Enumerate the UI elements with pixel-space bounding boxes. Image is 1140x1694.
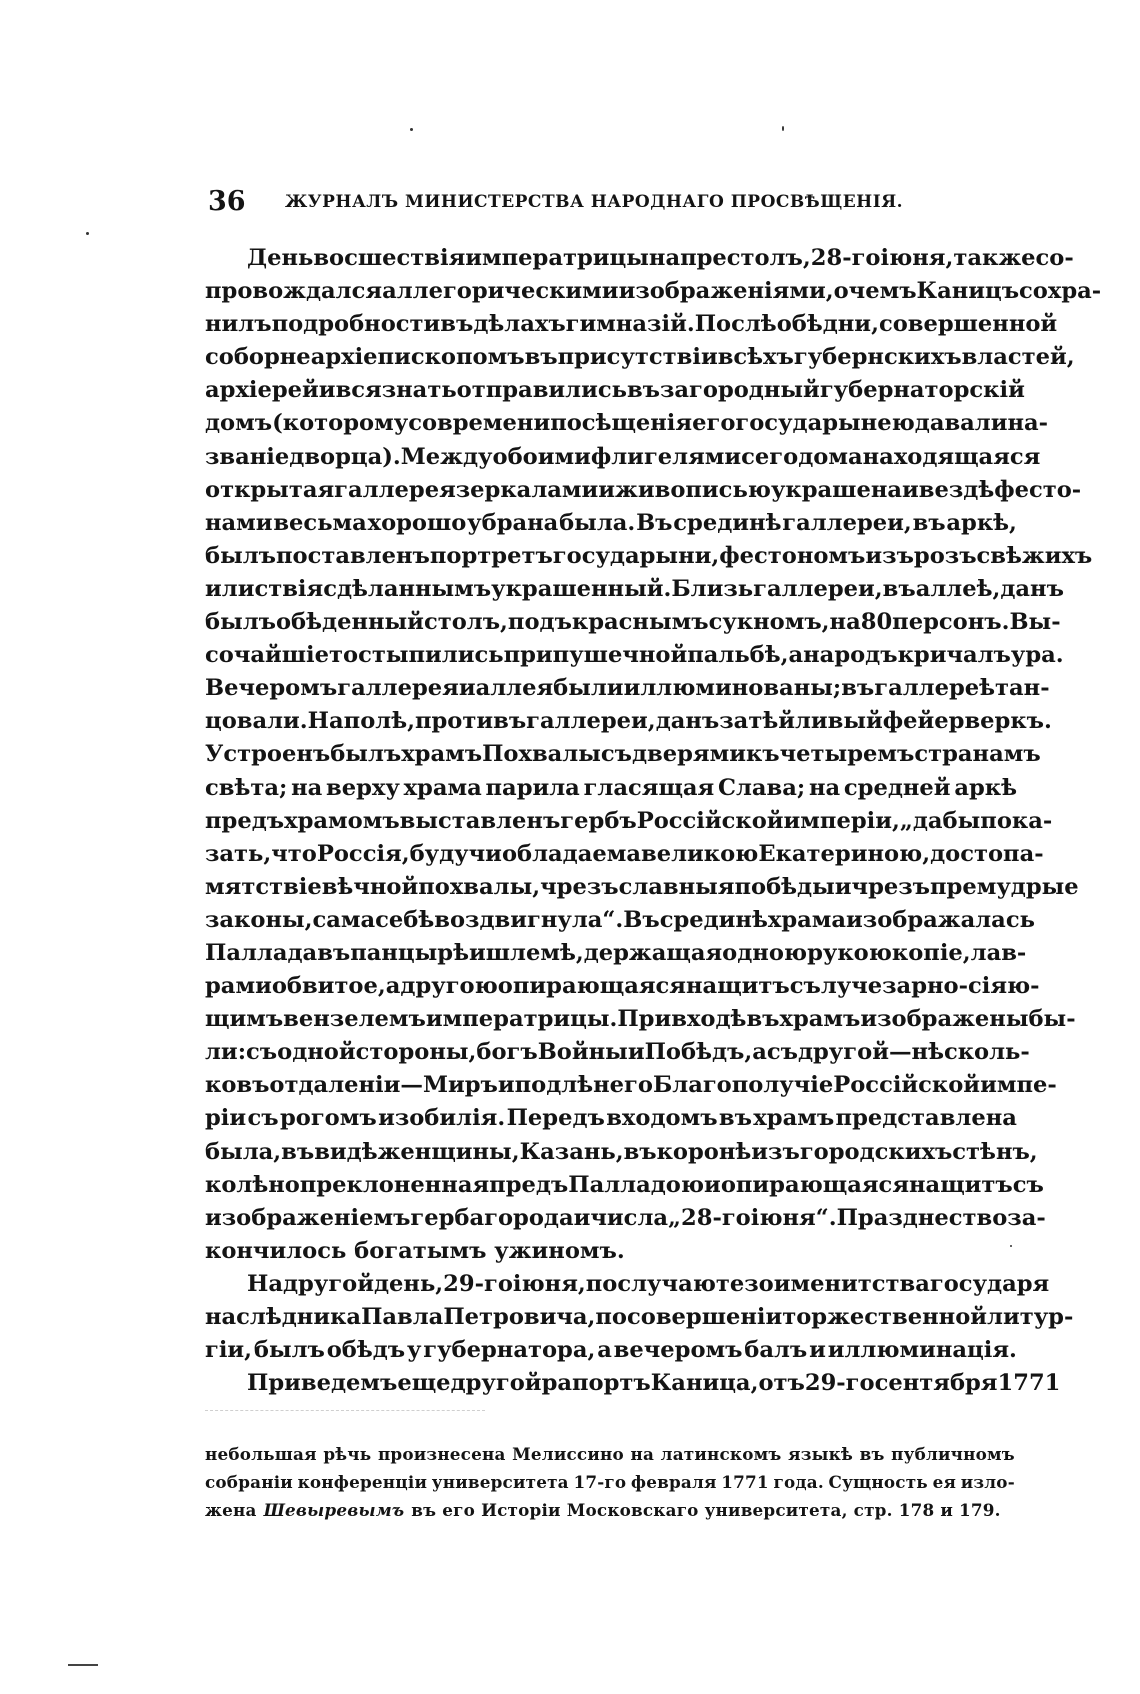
- footnote-line: небольшая рѣчь произнесена Мелиссино на латинскомъ языкѣ въ публичномъ: [205, 1444, 1015, 1464]
- footnote-line: [205, 1496, 1015, 1524]
- footnote: [205, 1440, 1015, 1524]
- body-line: На другой день, 29-го іюня, по случаю тезоименитства государя: [247, 1270, 1050, 1297]
- body-line: День восшествія императрицы на престолъ, 28-го іюня, также со-: [247, 245, 1074, 271]
- body-line: колѣнопреклоненная предъ Палладою и опирающаяся на щитъ съ: [205, 1171, 1044, 1198]
- running-header: ЖУРНАЛЪ МИНИСТЕРСТВА НАРОДНАГО ПРОСВѢЩЕНІЯ.: [285, 192, 904, 212]
- body-line: мятствіе вѣчной похвалы, чрезъ славныя побѣды и чрезъ премудрые: [205, 873, 1079, 900]
- body-line: Паллада въ панцырѣ и шлемѣ, держащая одною рукою копіе, лав-: [205, 939, 1027, 966]
- body-line: ли: съ одной стороны, богъ Войны и Побѣдъ, а съ другой—нѣсколь-: [205, 1039, 1030, 1066]
- margin-mark: [68, 1664, 98, 1666]
- body-line: свѣта; на верху храма парила гласящая Слава; на средней аркѣ: [205, 774, 1017, 801]
- body-line: ко въ отдаленіи—Миръ и подлѣ него Благополучіе Россійской импе-: [205, 1072, 1057, 1099]
- body-line: нилъ подробности въ дѣлахъ гимназій. Послѣ обѣдни, совершенной: [205, 311, 1058, 338]
- body-line: нами весьма хорошо убрана была. Въ срединѣ галлереи, въ аркѣ,: [205, 509, 1017, 536]
- body-line: Вечеромъ галлерея и аллея были иллюминованы; въ галлереѣ тан-: [205, 675, 1050, 702]
- body-line: архіерей и вся знать отправились въ загородный губернаторскій: [205, 377, 1025, 404]
- body-line: Приведемъ еще другой рапортъ Каница, отъ 29-го сентября 1771: [247, 1370, 1061, 1397]
- stray-mark: [410, 128, 413, 131]
- body-line: изображеніемъ герба города и числа „28-го іюня“. Празднество за-: [205, 1204, 1046, 1231]
- body-line: званіе дворца). Между обоими флигелями сего дома находящаяся: [205, 443, 1041, 470]
- body-line: былъ обѣденный столъ, подъ краснымъ сукномъ, на 80 персонъ. Вы-: [205, 609, 1061, 636]
- body-line: сочайшіе тосты пились при пушечной пальбѣ, а народъ кричалъ ура.: [205, 642, 1064, 669]
- body-line: соборне архіепископомъ въ присутствіи всѣхъ губернскихъ властей,: [205, 344, 1075, 371]
- body-line: домъ (которому со времени посѣщенія его государынею давали на-: [205, 410, 1049, 437]
- body-line: законы, сама себѣ воздвигнула“. Въ срединѣ храма изображалась: [205, 906, 1035, 933]
- stray-mark: [86, 232, 89, 235]
- stray-mark: [782, 126, 784, 131]
- body-line: щимъ вензелемъ императрицы. При входѣ въ храмъ изображены бы-: [205, 1006, 1076, 1033]
- body-line: открытая галлерея зеркалами и живописью украшена и вездѣ фесто-: [205, 476, 1082, 503]
- body-line: наслѣдника Павла Петровича, по совершеніи торжественной литур-: [205, 1304, 1074, 1330]
- footnote-separator: [205, 1410, 485, 1411]
- body-text: [205, 242, 1102, 1400]
- footnote-line: собраніи конференціи университета 17-го февраля 1771 года. Сущность ея изло-: [205, 1472, 1015, 1492]
- body-line: цовали. На полѣ, противъ галлереи, данъ затѣйливый фейерверкъ.: [205, 708, 1052, 735]
- body-line: былъ поставленъ портретъ государыни, фестономъ изъ розъ свѣжихъ: [205, 542, 1093, 569]
- body-line: зать, что Россія, будучи обладаема великою Екатериною, достопа-: [205, 840, 1044, 867]
- body-line: рами обвитое, а другою опирающаяся на щитъ съ лучезарно-сіяю-: [205, 973, 1040, 1000]
- footnote-text: жена: [205, 1500, 257, 1520]
- page-number: 36: [208, 186, 246, 217]
- body-line: гіи, былъ обѣдъ у губернатора, а вечеромъ балъ и иллюминація.: [205, 1337, 1017, 1364]
- footnote-text: въ его Исторіи Московскаго университета, стр. 178 и 179.: [411, 1500, 1001, 1520]
- body-line: кончилось богатымъ ужиномъ.: [205, 1237, 625, 1264]
- body-line: и листвія сдѣланнымъ украшенный. Близь галлереи, въ аллеѣ, данъ: [205, 575, 1064, 602]
- footnote-author: Шевыревымъ: [263, 1500, 405, 1520]
- body-line: Устроенъ былъ храмъ Похвалы съ дверями къ четыремъ странамъ: [205, 741, 1041, 768]
- body-line: ріи съ рогомъ изобилія. Передъ входомъ въ храмъ представлена: [205, 1105, 1017, 1132]
- body-line: была, въ видѣ женщины, Казань, въ коронѣ изъ городскихъ стѣнъ,: [205, 1138, 1038, 1165]
- body-line: предъ храмомъ выставленъ гербъ Россійской имперіи, „дабы пока-: [205, 807, 1053, 834]
- body-line: провождался аллегорическими изображеніями, о чемъ Каницъ сохра-: [205, 278, 1102, 305]
